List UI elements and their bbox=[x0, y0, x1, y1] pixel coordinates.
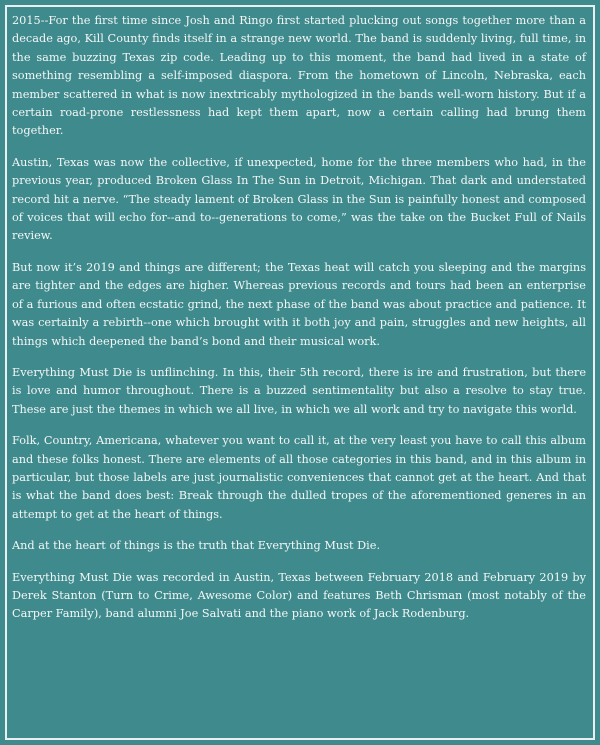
paragraph-genre: Folk, Country, Americana, whatever you want to call it, at the very least you have to call this album and these folks honest. There are elements of all those categories in this band, and in this album in particular, but those labels are just journalistic conveniences that cannot get at the heart. And that is what the band does best: Break through the dulled tropes of the aforementioned generes in an attempt to get at the heart of things. bbox=[12, 434, 586, 521]
paragraph-heart-of-things: And at the heart of things is the truth that Everything Must Die. bbox=[12, 539, 381, 553]
paragraph-austin: Austin, Texas was now the collective, if unexpected, home for the three members who had, in the previous year, produced Broken Glass In The Sun in Detroit, Michigan. That dark and understated record hit a nerve. “The steady lament of Broken Glass in the Sun is painfully honest and composed of voices that will echo for--and to--generations to come,” was the take on the Bucket Full of Nails review. bbox=[12, 155, 586, 243]
paragraph-intro-2015: 2015--For the first time since Josh and Ringo first started plucking out songs together more than a decade ago, Kill County finds itself in a strange new world. The band is suddenly living, full time, in the same buzzing Texas zip code. Leading up to this moment, the band had lived in a state of something resembling a self-imposed diaspora. From the hometown of Lincoln, Nebraska, each member scattered in what is now inextricably mythologized in the bands well-worn history. But if a certain road-prone restlessness had kept them apart, now a certain calling had brung them together. bbox=[12, 14, 586, 138]
paragraph-everything-must-die: Everything Must Die is unflinching. In this, their 5th record, there is ire and frustration, but there is love and humor throughout. There is a buzzed sentimentality but also a resolve to stay true. These are just the themes in which we all live, in which we all work and try to navigate this world. bbox=[12, 365, 586, 416]
paragraph-2019: But now it’s 2019 and things are different; the Texas heat will catch you sleeping and the margins are tighter and the edges are higher. Whereas previous records and tours had been an enterprise of a furious and often ecstatic grind, the next phase of the band was about practice and patience. It was certainly a rebirth--one which brought with it both joy and pain, struggles and new heights, all things which deepened the band’s bond and their musical work. bbox=[12, 260, 586, 348]
paragraph-recording-credits: Everything Must Die was recorded in Austin, Texas between February 2018 and February 2019 by Derek Stanton (Turn to Crime, Awesome Color) and features Beth Chrisman (most notably of the Carper Family), band alumni Joe Salvati and the piano work of Jack Rodenburg. bbox=[12, 570, 586, 621]
bio-text-body bbox=[12, 12, 586, 637]
